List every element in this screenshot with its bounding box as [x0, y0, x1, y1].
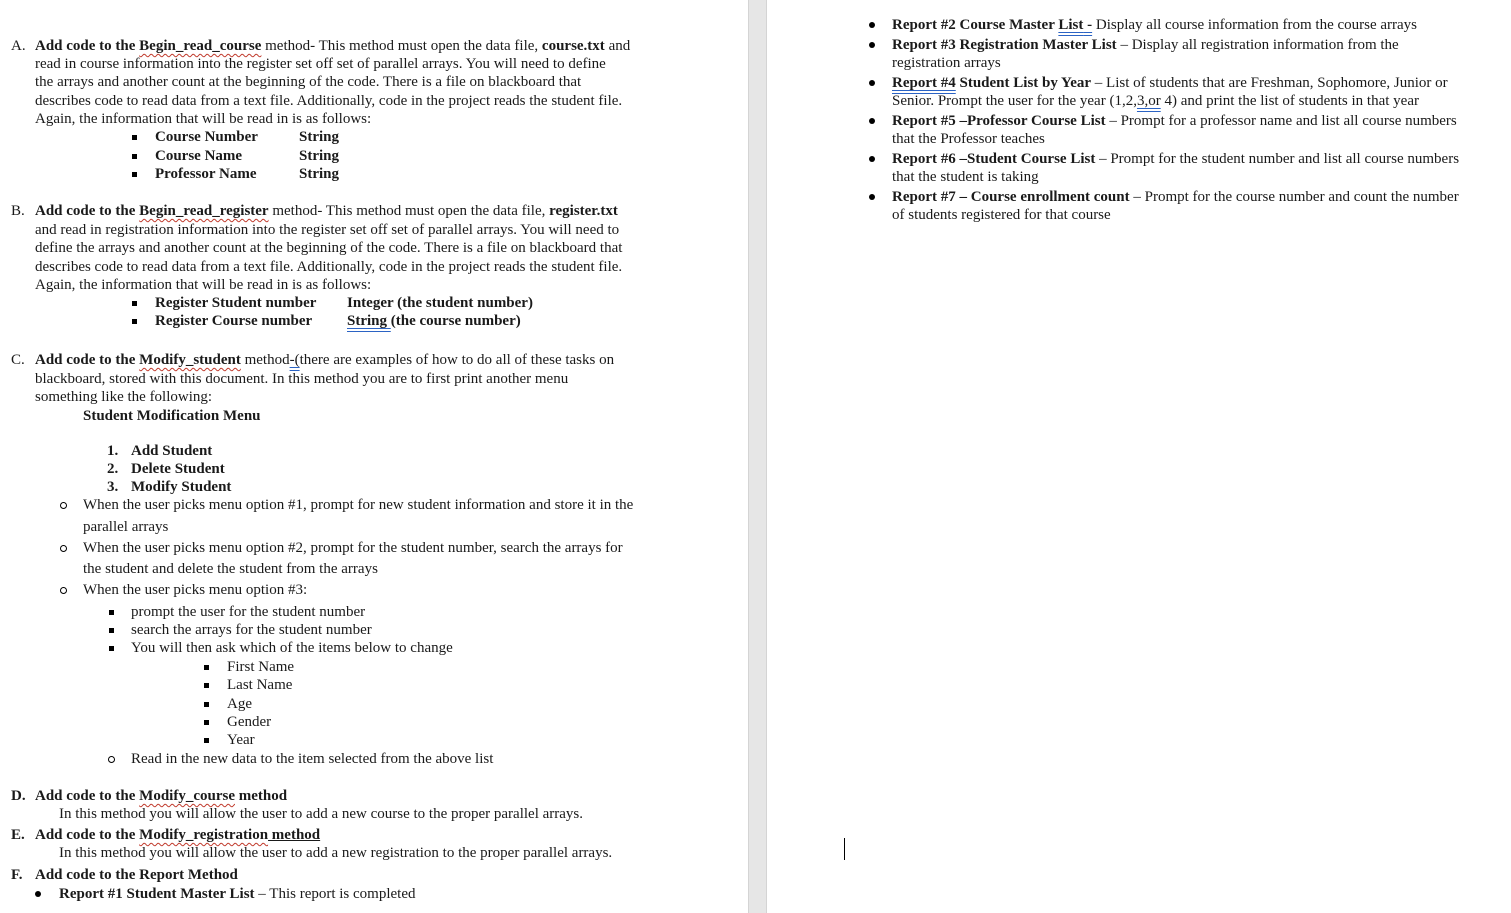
menu-number: 1. — [107, 443, 119, 459]
section-e-heading: Add code to the Modify_registration method — [35, 827, 321, 843]
option-text: the student and delete the student from the arrays — [83, 561, 378, 577]
report-item-cont: registration arrays — [892, 55, 1001, 71]
report-item-cont: that the Professor teaches — [892, 131, 1045, 147]
square-bullet-icon — [204, 738, 209, 743]
section-e-text: In this method you will allow the user to add a new registration to the proper parallel arrays. — [59, 845, 613, 861]
text-cursor — [844, 838, 845, 860]
section-f-heading: Add code to the Report Method — [35, 867, 238, 883]
method-name: Begin_read_register — [139, 203, 269, 219]
section-c-heading: Add code to the Modify_student method-(there are examples of how to do all of these tasks on — [35, 352, 615, 368]
menu-number: 3. — [107, 479, 119, 495]
section-a-marker: A. — [11, 38, 26, 54]
option-text: parallel arrays — [83, 519, 169, 535]
section-c-marker: C. — [11, 352, 25, 368]
report-item: Report #2 Course Master List - Display all course information from the course arrays — [892, 17, 1418, 33]
field-type: String — [299, 166, 340, 182]
change-item: Year — [227, 732, 255, 748]
option-text: When the user picks menu option #1, prompt for new student information and store it in the — [83, 497, 634, 513]
change-item: Gender — [227, 714, 272, 730]
field-name: Course Number — [155, 129, 258, 145]
section-b-marker: B. — [11, 203, 25, 219]
page-gap — [748, 0, 767, 913]
section-d-text: In this method you will allow the user to add a new course to the proper parallel arrays. — [59, 806, 584, 822]
section-d-marker: D. — [11, 788, 26, 804]
section-a-text: Again, the information that will be read in is as follows: — [35, 111, 372, 127]
square-bullet-icon — [132, 172, 137, 177]
bullet-icon — [869, 80, 875, 86]
document-page-right[interactable] — [767, 0, 1511, 913]
menu-number: 2. — [107, 461, 119, 477]
option-text: When the user picks menu option #2, prompt for the student number, search the arrays for — [83, 540, 623, 556]
report-item: Report #5 –Professor Course List – Prompt for a professor name and list all course numbers — [892, 113, 1457, 129]
field-type: String (the course number) — [347, 313, 521, 329]
method-name: Modify_registration — [139, 827, 269, 843]
square-bullet-icon — [204, 720, 209, 725]
menu-item: Delete Student — [131, 461, 225, 477]
field-name: Register Student number — [155, 295, 317, 311]
section-b-text: define the arrays and another count at the beginning of the code. There is a file on blackboard that — [35, 240, 623, 256]
report-item: Report #3 Registration Master List – Display all registration information from the — [892, 37, 1399, 53]
option-text: When the user picks menu option #3: — [83, 582, 308, 598]
square-bullet-icon — [204, 702, 209, 707]
square-bullet-icon — [109, 610, 114, 615]
field-name: Professor Name — [155, 166, 257, 182]
option-text: Read in the new data to the item selected from the above list — [131, 751, 494, 767]
field-type: String — [299, 129, 340, 145]
section-a-heading: Add code to the Begin_read_course method- This method must open the data file, course.txt and — [35, 38, 631, 54]
section-c-text: blackboard, stored with this document. In this method you are to first print another menu — [35, 371, 569, 387]
bullet-icon — [869, 22, 875, 28]
section-a-text: the arrays and another count at the beginning of the code. There is a file on blackboard that — [35, 74, 582, 90]
change-item: First Name — [227, 659, 295, 675]
square-bullet-icon — [132, 301, 137, 306]
bullet-icon — [35, 891, 41, 897]
step-text: prompt the user for the student number — [131, 604, 366, 620]
square-bullet-icon — [204, 683, 209, 688]
square-bullet-icon — [109, 646, 114, 651]
menu-item: Modify Student — [131, 479, 232, 495]
field-name: Course Name — [155, 148, 243, 164]
report-item-cont: of students registered for that course — [892, 207, 1111, 223]
report-item: Report #6 –Student Course List – Prompt for the student number and list all course numbers — [892, 151, 1460, 167]
section-c-text: something like the following: — [35, 389, 213, 405]
square-bullet-icon — [132, 319, 137, 324]
method-name: Modify_student — [139, 352, 241, 368]
menu-title: Student Modification Menu — [83, 408, 261, 424]
report-item-cont: that the student is taking — [892, 169, 1039, 185]
section-a-text: describes code to read data from a text file. Additionally, code in the project reads the student file. — [35, 93, 623, 109]
section-b-text: and read in registration information into the register set off set of parallel arrays. You will need to — [35, 222, 620, 238]
method-name: Modify_course — [139, 788, 235, 804]
section-e-marker: E. — [11, 827, 25, 843]
square-bullet-icon — [132, 154, 137, 159]
report-item: Report #4 Student List by Year – List of students that are Freshman, Sophomore, Junior or — [892, 75, 1448, 91]
field-type: Integer (the student number) — [347, 295, 533, 311]
square-bullet-icon — [109, 628, 114, 633]
method-name: Begin_read_course — [139, 38, 262, 54]
section-a-text: read in course information into the register set off set of parallel arrays. You will need to define — [35, 56, 606, 72]
report-item: Report #1 Student Master List – This report is completed — [59, 886, 416, 902]
step-text: You will then ask which of the items below to change — [131, 640, 453, 656]
menu-item: Add Student — [131, 443, 213, 459]
circle-bullet-icon — [60, 545, 67, 552]
change-item: Last Name — [227, 677, 293, 693]
field-type: String — [299, 148, 340, 164]
change-item: Age — [227, 696, 252, 712]
bullet-icon — [869, 194, 875, 200]
section-b-text: describes code to read data from a text file. Additionally, code in the project reads the student file. — [35, 259, 623, 275]
circle-bullet-icon — [108, 756, 115, 763]
section-f-marker: F. — [11, 867, 23, 883]
bullet-icon — [869, 118, 875, 124]
circle-bullet-icon — [60, 587, 67, 594]
square-bullet-icon — [132, 135, 137, 140]
bullet-icon — [869, 156, 875, 162]
bullet-icon — [869, 42, 875, 48]
step-text: search the arrays for the student number — [131, 622, 372, 638]
report-item: Report #7 – Course enrollment count – Prompt for the course number and count the number — [892, 189, 1459, 205]
section-b-heading: Add code to the Begin_read_register method- This method must open the data file, register.txt — [35, 203, 618, 219]
square-bullet-icon — [204, 665, 209, 670]
section-d-heading: Add code to the Modify_course method — [35, 788, 288, 804]
report-item-cont: Senior. Prompt the user for the year (1,2,3,or 4) and print the list of students in that year — [892, 93, 1419, 109]
circle-bullet-icon — [60, 502, 67, 509]
section-b-text: Again, the information that will be read in is as follows: — [35, 277, 372, 293]
field-name: Register Course number — [155, 313, 313, 329]
